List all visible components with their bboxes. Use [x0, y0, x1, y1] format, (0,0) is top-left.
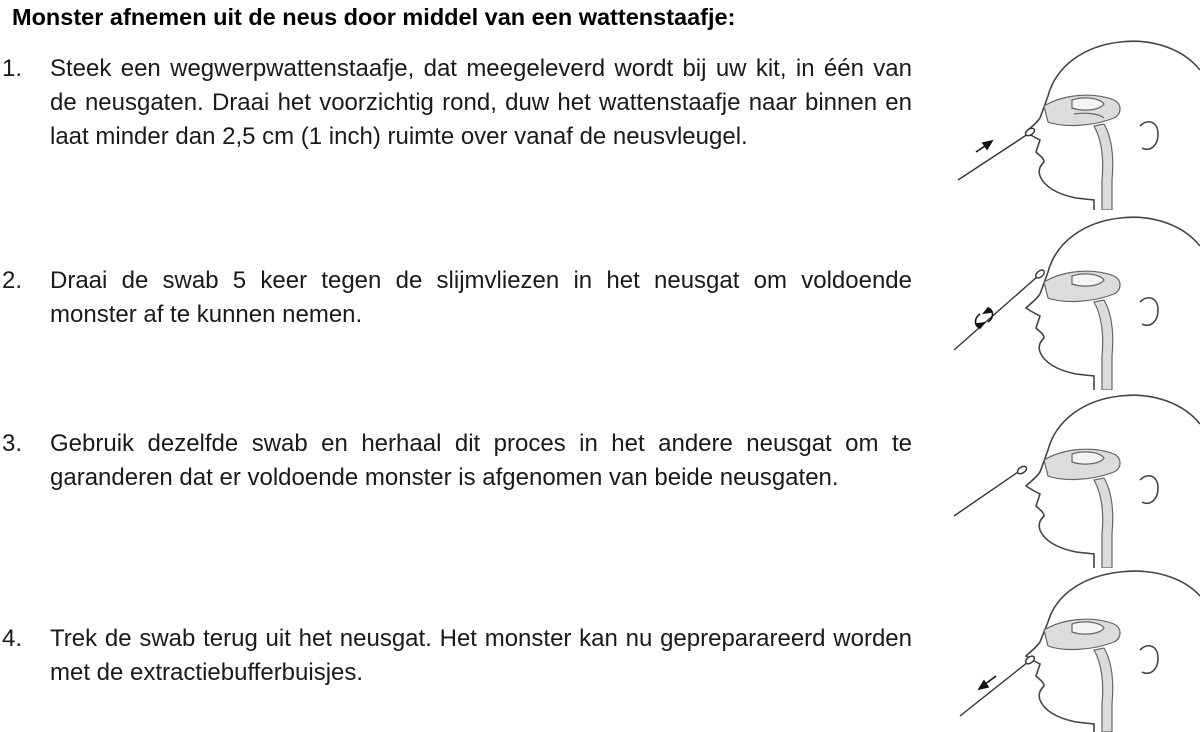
step-text: Trek de swab terug uit het neusgat. Het monster kan nu gepreparareerd worden met de extractiebufferbuisjes.	[50, 625, 912, 686]
step-number: 3.	[2, 430, 23, 457]
swab-icon	[960, 655, 1036, 716]
head-profile-icon	[1026, 395, 1200, 568]
arrow-icon	[976, 141, 992, 152]
swab-insert-illustration	[944, 30, 1200, 210]
step-text: Draai de swab 5 keer tegen de slijmvliezen in het neusgat om voldoende monster af te kunnen nemen.	[50, 267, 912, 328]
swab-icon	[958, 127, 1036, 180]
head-profile-icon	[1026, 41, 1200, 210]
head-profile-icon	[1026, 571, 1200, 732]
nasal-cavity-icon	[1044, 271, 1120, 390]
step-text: Steek een wegwerpwattenstaafje, dat meegeleverd wordt bij uw kit, in één van de neusgaten. Draai het voorzichtig rond, duw het wattenstaafje naar binnen en laat minder dan 2,5 cm (1 inch) ruimte over vanaf de neusvleugel.	[50, 55, 912, 150]
step-number: 4.	[2, 625, 23, 652]
swab-rotate-illustration	[944, 210, 1200, 390]
swab-icon	[954, 465, 1028, 516]
swab-icon	[954, 268, 1046, 350]
step-number: 2.	[2, 267, 23, 294]
head-profile-icon	[1026, 217, 1200, 390]
arrow-icon	[979, 676, 996, 689]
page-title: Monster afnemen uit de neus door middel van een wattenstaafje:	[12, 4, 736, 30]
step-number: 1.	[2, 55, 23, 82]
step-text: Gebruik dezelfde swab en herhaal dit proces in het andere neusgat om te garanderen dat er voldoende monster is afgenomen van beide neusgaten.	[50, 430, 912, 491]
nasal-cavity-icon	[1044, 449, 1120, 568]
swab-withdraw-illustration	[944, 566, 1200, 732]
nasal-cavity-icon	[1044, 95, 1120, 210]
swab-other-nostril-illustration	[944, 388, 1200, 568]
